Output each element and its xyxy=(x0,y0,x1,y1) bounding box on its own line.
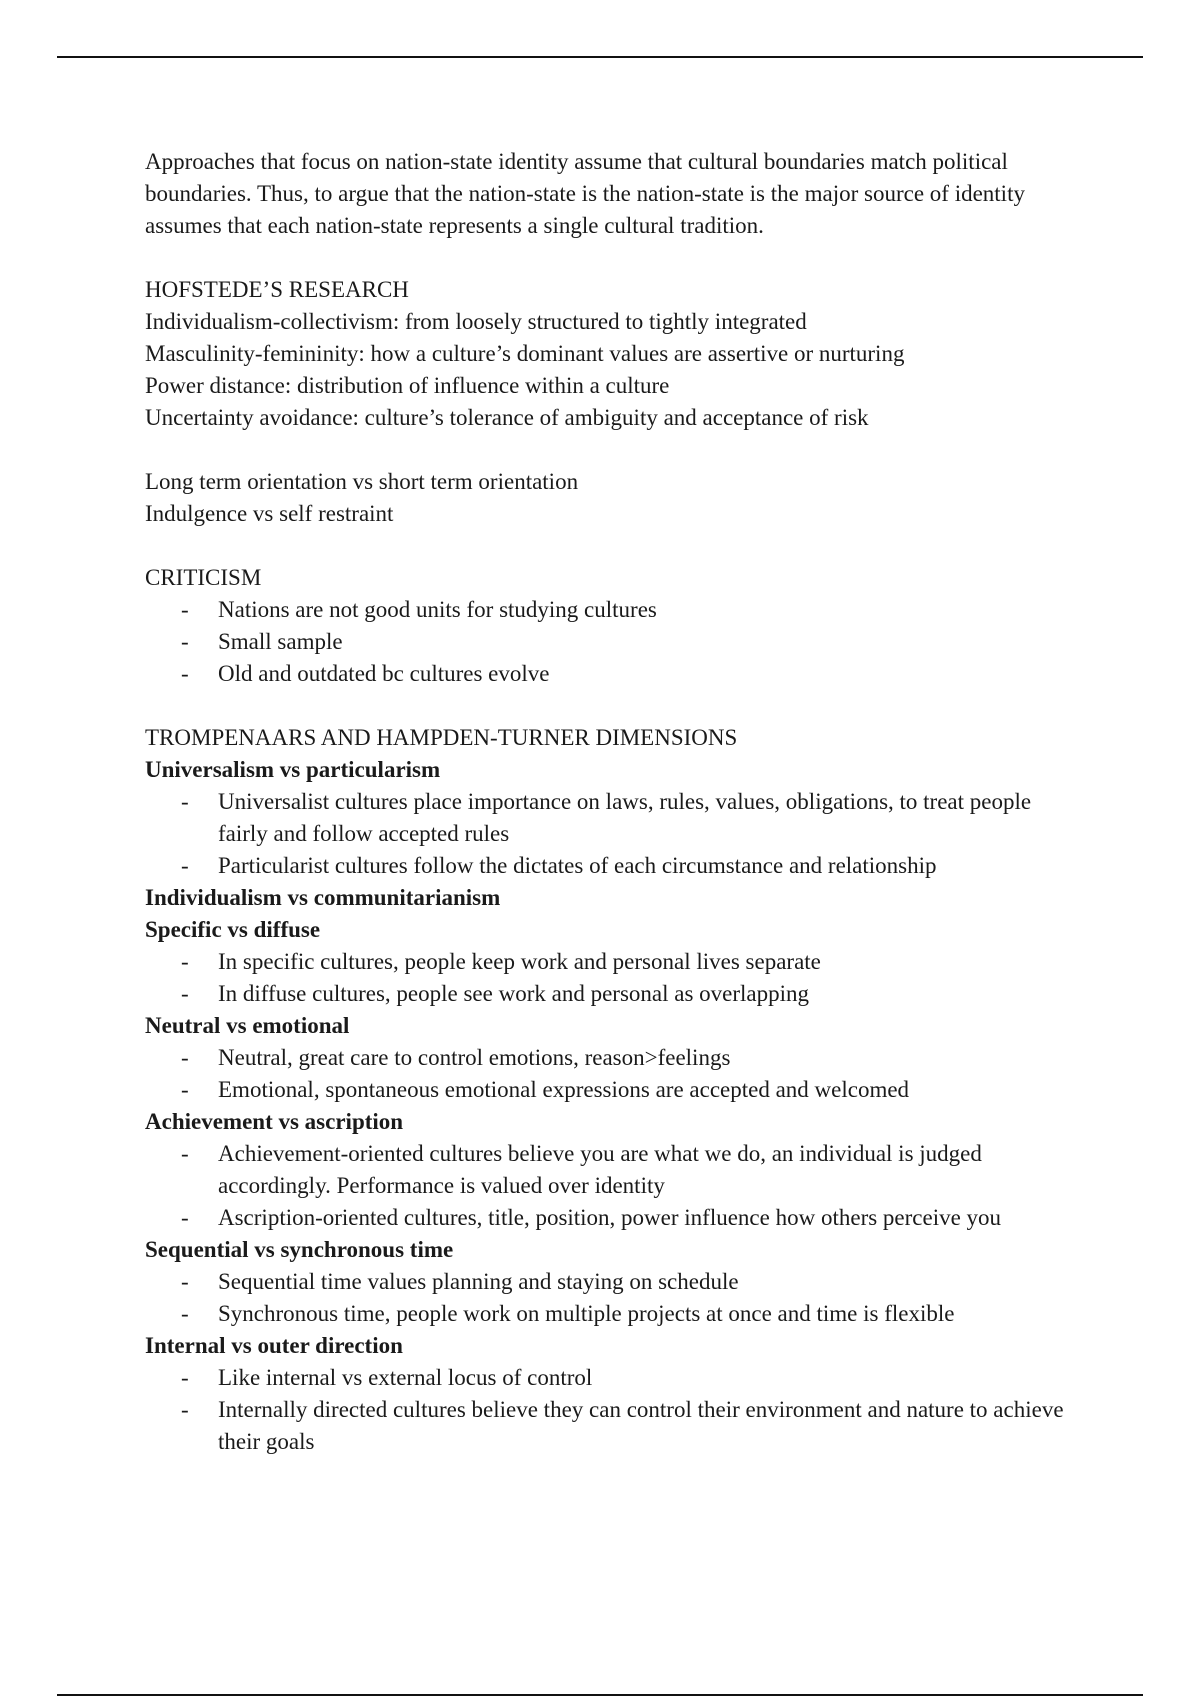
list-item xyxy=(145,1362,1080,1394)
dimension-bullet-text: Ascription-oriented cultures, title, position, power influence how others perceive you xyxy=(218,1205,1002,1230)
dimension-title-internal: Internal vs outer direction xyxy=(145,1333,403,1358)
intro-paragraph: Approaches that focus on nation-state identity assume that cultural boundaries match political boundaries. Thus, to argue that the nation-state is the nation-state is the major source of identity assumes that each nation-state represents a single cultural tradition. xyxy=(145,149,1025,238)
dimension-bullet-text: Neutral, great care to control emotions, reason>feelings xyxy=(218,1045,731,1070)
dimension-bullets-specific xyxy=(145,946,1080,1010)
dimension-bullets-internal xyxy=(145,1362,1080,1458)
dimension-title-neutral: Neutral vs emotional xyxy=(145,1013,350,1038)
header-rule xyxy=(57,56,1143,58)
list-item xyxy=(145,978,1080,1010)
dimension-title-individualism: Individualism vs communitarianism xyxy=(145,885,501,910)
list-item xyxy=(145,1074,1080,1106)
criticism-item-text: Small sample xyxy=(218,629,343,654)
list-item xyxy=(145,626,1080,658)
dimension-bullets-achievement xyxy=(145,1138,1080,1234)
dimension-title-universalism: Universalism vs particularism xyxy=(145,757,441,782)
list-item xyxy=(145,1202,1080,1234)
hofstede-extra-indulgence: Indulgence vs self restraint xyxy=(145,501,394,526)
dash-bullet: - xyxy=(181,949,189,974)
dimension-bullets-sequential xyxy=(145,1266,1080,1330)
dash-bullet: - xyxy=(181,853,189,878)
dash-bullet: - xyxy=(181,1045,189,1070)
dash-bullet: - xyxy=(181,1269,189,1294)
dimension-bullet-text: In specific cultures, people keep work and personal lives separate xyxy=(218,949,821,974)
dimension-bullet-text: In diffuse cultures, people see work and personal as overlapping xyxy=(218,981,810,1006)
dimension-bullet-text: Universalist cultures place importance on laws, rules, values, obligations, to treat people fairly and follow accepted rules xyxy=(218,789,1032,846)
spacer xyxy=(145,242,1080,274)
spacer xyxy=(145,530,1080,562)
criticism-item-text: Old and outdated bc cultures evolve xyxy=(218,661,550,686)
dimension-bullet-text: Particularist cultures follow the dictates of each circumstance and relationship xyxy=(218,853,937,878)
hofstede-line-power-distance: Power distance: distribution of influence within a culture xyxy=(145,373,670,398)
list-item xyxy=(145,1298,1080,1330)
hofstede-heading: HOFSTEDE’S RESEARCH xyxy=(145,277,409,302)
dash-bullet: - xyxy=(181,629,189,654)
list-item xyxy=(145,946,1080,978)
dash-bullet: - xyxy=(181,1205,189,1230)
list-item xyxy=(145,658,1080,690)
hofstede-extra-long-term: Long term orientation vs short term orientation xyxy=(145,469,579,494)
dimension-title-specific: Specific vs diffuse xyxy=(145,917,321,942)
list-item xyxy=(145,1042,1080,1074)
spacer xyxy=(145,434,1080,466)
hofstede-line-individualism: Individualism-collectivism: from loosely structured to tightly integrated xyxy=(145,309,807,334)
dimension-bullets-neutral xyxy=(145,1042,1080,1106)
hofstede-line-uncertainty: Uncertainty avoidance: culture’s tolerance of ambiguity and acceptance of risk xyxy=(145,405,869,430)
dash-bullet: - xyxy=(181,789,189,814)
dash-bullet: - xyxy=(181,1365,189,1390)
footer-rule xyxy=(57,1694,1143,1696)
criticism-heading: CRITICISM xyxy=(145,565,262,590)
document-body xyxy=(145,146,1080,1458)
dash-bullet: - xyxy=(181,1301,189,1326)
dimension-bullet-text: Internally directed cultures believe they can control their environment and nature to achieve their goals xyxy=(218,1397,1064,1454)
dash-bullet: - xyxy=(181,1397,189,1422)
dimension-title-sequential: Sequential vs synchronous time xyxy=(145,1237,454,1262)
criticism-item-text: Nations are not good units for studying cultures xyxy=(218,597,657,622)
trompenaars-heading: TROMPENAARS AND HAMPDEN-TURNER DIMENSIONS xyxy=(145,725,738,750)
list-item xyxy=(145,786,1080,850)
dimension-title-achievement: Achievement vs ascription xyxy=(145,1109,404,1134)
dash-bullet: - xyxy=(181,1077,189,1102)
dash-bullet: - xyxy=(181,981,189,1006)
dimension-bullet-text: Emotional, spontaneous emotional expressions are accepted and welcomed xyxy=(218,1077,910,1102)
list-item xyxy=(145,850,1080,882)
spacer xyxy=(145,690,1080,722)
list-item xyxy=(145,1266,1080,1298)
dimension-bullets-universalism xyxy=(145,786,1080,882)
list-item xyxy=(145,594,1080,626)
dimension-bullet-text: Sequential time values planning and staying on schedule xyxy=(218,1269,739,1294)
dimension-bullet-text: Synchronous time, people work on multiple projects at once and time is flexible xyxy=(218,1301,955,1326)
dash-bullet: - xyxy=(181,597,189,622)
hofstede-line-masculinity: Masculinity-femininity: how a culture’s dominant values are assertive or nurturing xyxy=(145,341,905,366)
dimension-bullet-text: Achievement-oriented cultures believe you are what we do, an individual is judged accordingly. Performance is valued over identity xyxy=(218,1141,982,1198)
dash-bullet: - xyxy=(181,661,189,686)
list-item xyxy=(145,1394,1080,1458)
dash-bullet: - xyxy=(181,1141,189,1166)
dimension-bullet-text: Like internal vs external locus of control xyxy=(218,1365,593,1390)
criticism-list xyxy=(145,594,1080,690)
list-item xyxy=(145,1138,1080,1202)
